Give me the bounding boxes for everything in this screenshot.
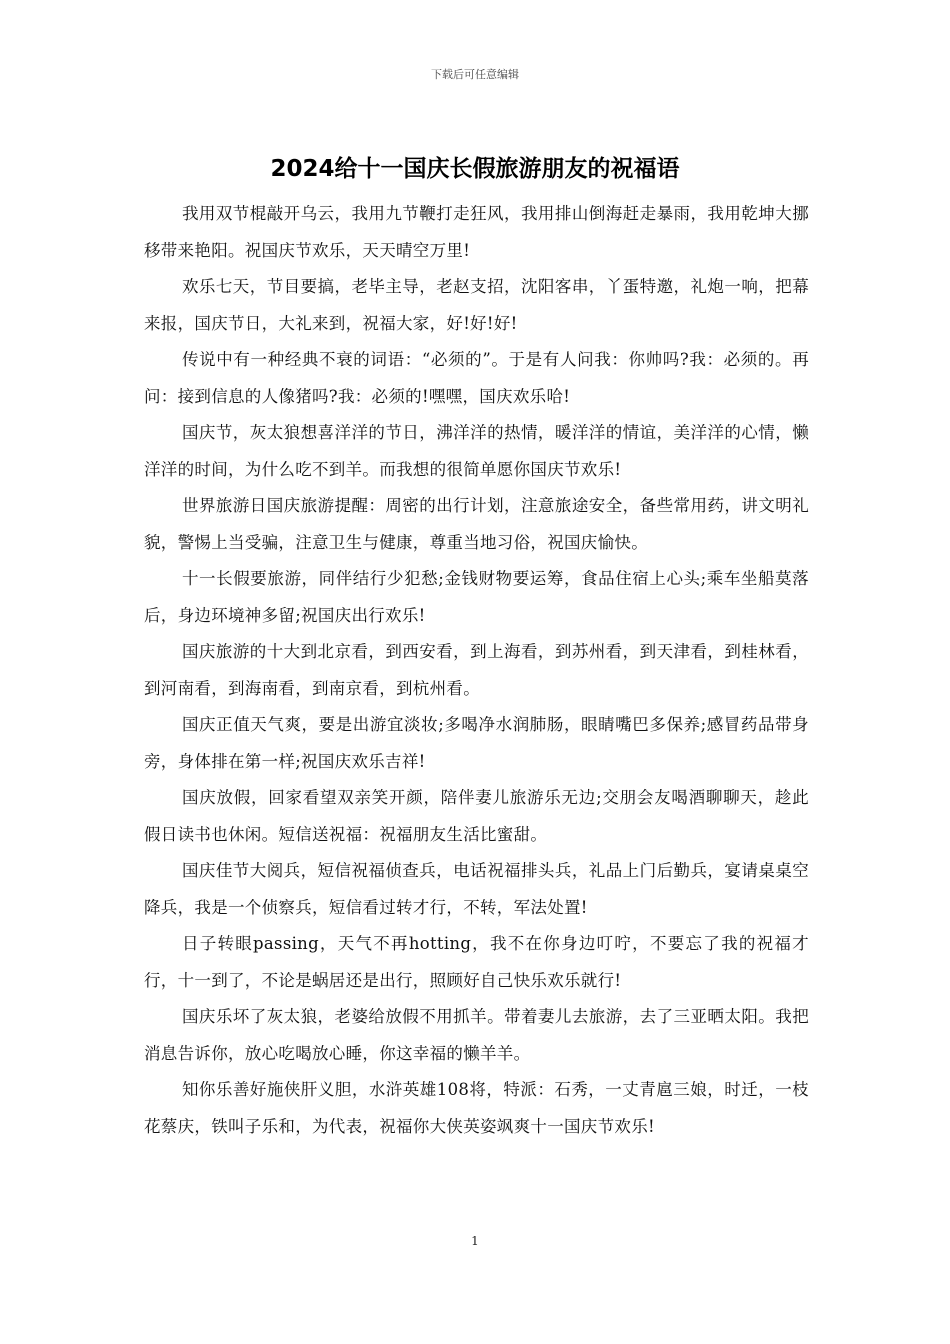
paragraph-9: 国庆放假，回家看望双亲笑开颜，陪伴妻儿旅游乐无边;交朋会友喝酒聊聊天，趁此假日读书也休闲。短信送祝福：祝福朋友生活比蜜甜。 — [144, 788, 809, 844]
paragraph-7: 国庆旅游的十大到北京看，到西安看，到上海看，到苏州看，到天津看，到桂林看，到河南看，到海南看，到南京看，到杭州看。 — [144, 642, 809, 698]
document-title: 2024给十一国庆长假旅游朋友的祝福语 — [270, 156, 680, 182]
paragraph-4: 国庆节，灰太狼想喜洋洋的节日，沸洋洋的热情，暖洋洋的情谊，美洋洋的心情，懒洋洋的时间，为什么吃不到羊。而我想的很简单愿你国庆节欢乐! — [144, 423, 809, 479]
document-body — [144, 196, 809, 1145]
paragraph-6: 十一长假要旅游，同伴结行少犯愁;金钱财物要运筹，食品住宿上心头;乘车坐船莫落后，身边环境神多留;祝国庆出行欢乐! — [144, 569, 809, 625]
paragraph-1: 我用双节棍敲开乌云，我用九节鞭打走狂风，我用排山倒海赶走暴雨，我用乾坤大挪移带来艳阳。祝国庆节欢乐，天天晴空万里! — [144, 204, 809, 260]
paragraph-12: 国庆乐坏了灰太狼，老婆给放假不用抓羊。带着妻儿去旅游，去了三亚晒太阳。我把消息告诉你，放心吃喝放心睡，你这幸福的懒羊羊。 — [144, 1007, 809, 1063]
paragraph-11: 日子转眼passing，天气不再hotting，我不在你身边叮咛，不要忘了我的祝福才行，十一到了，不论是蜗居还是出行，照顾好自己快乐欢乐就行! — [144, 934, 809, 990]
page-number: 1 — [471, 1234, 479, 1248]
page-header: 下载后可任意编辑 — [431, 68, 519, 81]
paragraph-5: 世界旅游日国庆旅游提醒：周密的出行计划，注意旅途安全，备些常用药，讲文明礼貌，警惕上当受骗，注意卫生与健康，尊重当地习俗，祝国庆愉快。 — [144, 496, 809, 552]
paragraph-2: 欢乐七天，节目要搞，老毕主导，老赵支招，沈阳客串，丫蛋特邀，礼炮一响，把幕来报，国庆节日，大礼来到，祝福大家，好!好!好! — [144, 277, 809, 333]
paragraph-10: 国庆佳节大阅兵，短信祝福侦查兵，电话祝福排头兵，礼品上门后勤兵，宴请桌桌空降兵，我是一个侦察兵，短信看过转才行，不转，军法处置! — [144, 861, 809, 917]
paragraph-3: 传说中有一种经典不衰的词语：“必须的”。于是有人问我：你帅吗?我：必须的。再问：接到信息的人像猪吗?我：必须的!嘿嘿，国庆欢乐哈! — [144, 350, 809, 406]
paragraph-13: 知你乐善好施侠肝义胆，水浒英雄108将，特派：石秀，一丈青扈三娘，时迁，一枝花蔡庆，铁叫子乐和，为代表，祝福你大侠英姿飒爽十一国庆节欢乐! — [144, 1080, 809, 1136]
paragraph-8: 国庆正值天气爽，要是出游宜淡妆;多喝净水润肺肠，眼睛嘴巴多保养;感冒药品带身旁，身体排在第一样;祝国庆欢乐吉祥! — [144, 715, 809, 771]
